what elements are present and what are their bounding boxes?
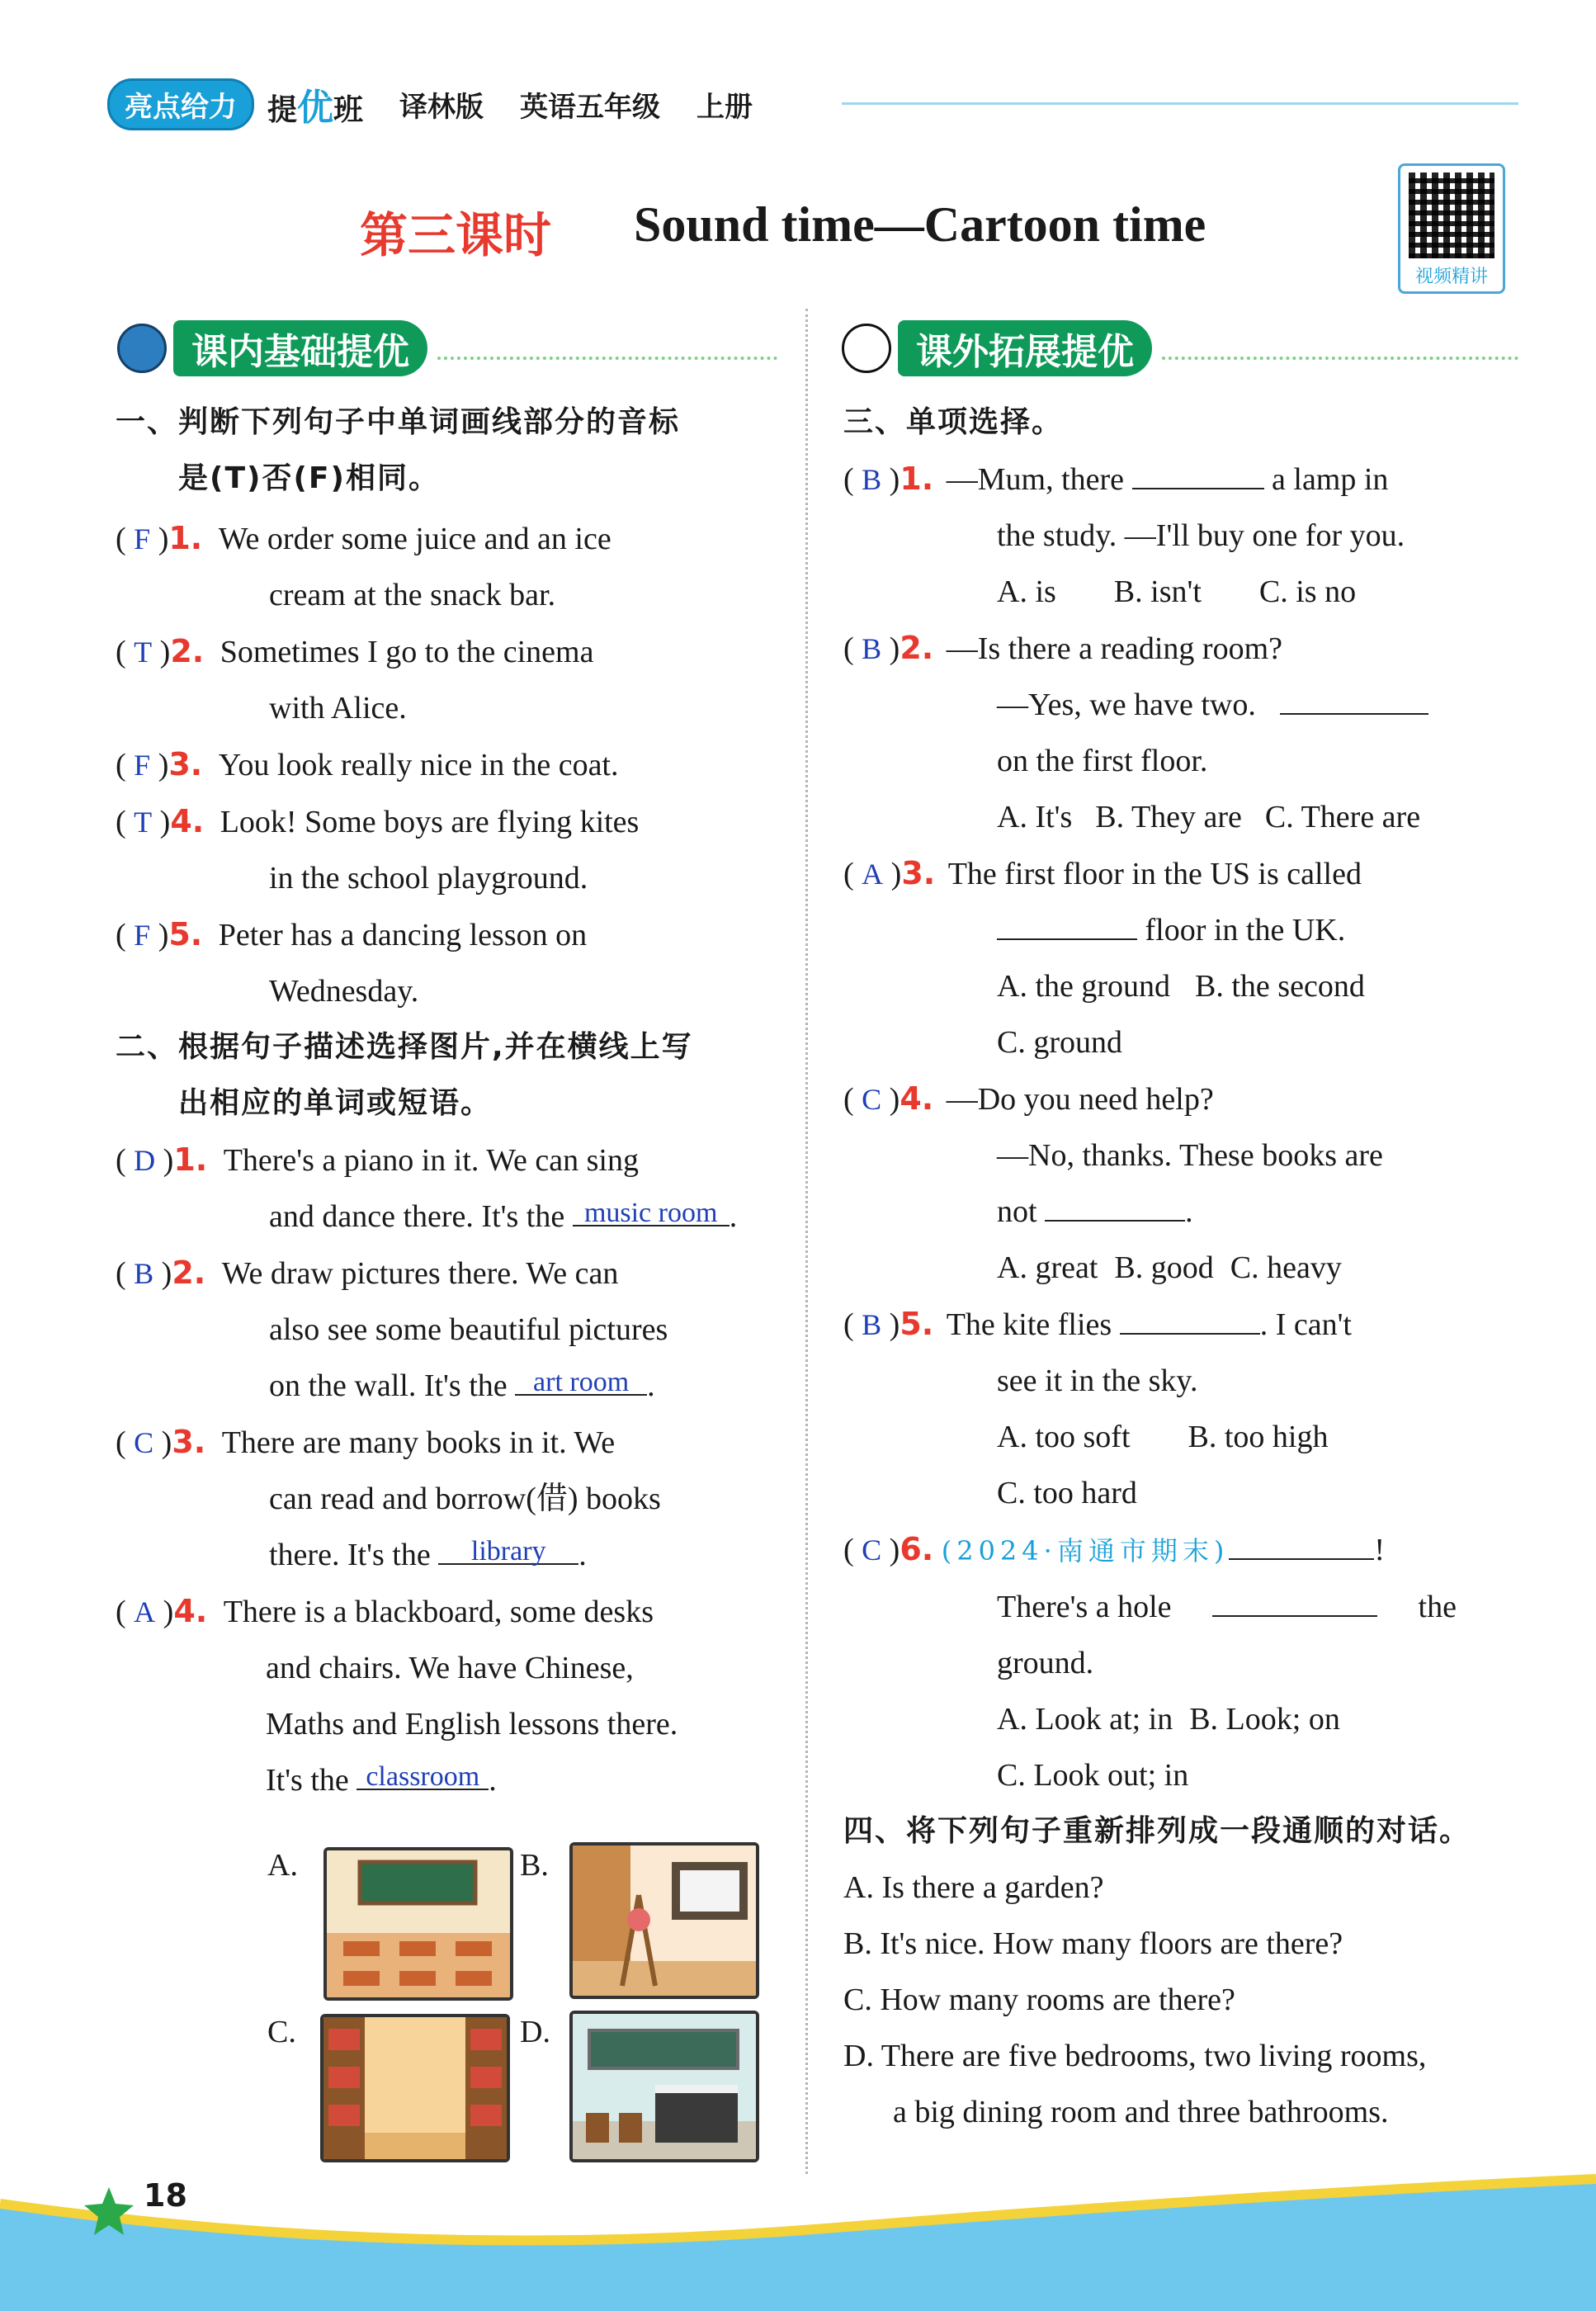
question-1-1: ( F )1. We order some juice and an ice cream at the snack bar. <box>116 520 611 612</box>
right-column <box>843 395 1525 2140</box>
question-3-6: ( C )6. (2024·南通市期末) ! There's a hole the ground. A. Look at; in B. Look; on C. Look out; in <box>843 1521 1525 1803</box>
question-3-2: ( B )2. —Is there a reading room? —Yes, we have two. on the first floor. A. It's B. They are C. There are <box>843 620 1525 845</box>
edition: 译林版 <box>399 90 484 124</box>
pic-label-b: B. <box>520 1848 549 1883</box>
left-column: 一、判断下列句子中单词画线部分的音标 是(T)否(F)相同。 ( F )1. We order some juice and an ice cream at the snack bar. ( T )2. Sometimes I go to the cinema with Alice. ( F )3. You look really nice in the coat. ( T )4. Look! Some boys are flying kites in the school playground. ( F )5. Peter has a dancing lesson on Wednesday. 二、根据句子描述选择图片,并在横线上写 出相应的单词或短语。 ( D )1. There's a piano in it. We can sing and dance there. It's the music room . ( B )2. We draw pictures there. We can also see some beautiful pictures on the wall. It's the art room . ( C )3. There are many books in it. We can read and borrow(借) books there. It's the library . ( A )4. There is a blackboard, some desks and chairs. We have Chinese, Maths and English lessons there. It's the classroom . <box>116 395 784 1808</box>
answer-blank[interactable]: classroom <box>357 1752 489 1790</box>
dialog-line-c: C. How many rooms are there? <box>843 1983 1235 2017</box>
answer-blank[interactable] <box>1045 1184 1185 1222</box>
pic-label-c: C. <box>267 2015 296 2049</box>
volume: 上册 <box>696 90 753 124</box>
mascot-icon <box>117 324 167 373</box>
section-1-title: 一、判断下列句子中单词画线部分的音标 <box>116 405 681 439</box>
section-3-title: 三、单项选择。 <box>843 405 1064 439</box>
answer-blank[interactable]: art room <box>515 1358 647 1396</box>
question-2-1: ( D )1. There's a piano in it. We can sing and dance there. It's the music room . <box>116 1141 738 1234</box>
section-2-title: 二、根据句子描述选择图片,并在横线上写 <box>116 1030 693 1064</box>
pic-label-d: D. <box>520 2015 550 2049</box>
answer-blank[interactable]: music room <box>573 1189 730 1226</box>
pic-label-a: A. <box>267 1848 298 1883</box>
question-1-4: ( T )4. Look! Some boys are flying kites in the school playground. <box>116 803 640 896</box>
source-tag: (2024·南通市期末) <box>941 1535 1230 1567</box>
question-2-4: ( A )4. There is a blackboard, some desks and chairs. We have Chinese, Maths and English lessons there. It's the classroom . <box>116 1593 678 1798</box>
series-name: 提优班 <box>267 87 364 129</box>
answer-blank[interactable] <box>997 902 1137 940</box>
answer-blank[interactable] <box>1120 1297 1260 1335</box>
answer-blank[interactable] <box>1280 677 1428 715</box>
panda-icon <box>842 324 891 373</box>
answer-blank[interactable] <box>1212 1579 1377 1617</box>
dialog-line-d-cont: a big dining room and three bathrooms. <box>893 2095 1389 2129</box>
question-3-5: ( B )5. The kite flies . I can't see it in the sky. A. too soft B. too high C. too hard <box>843 1296 1525 1521</box>
answer-blank[interactable]: library <box>438 1527 578 1565</box>
section-badge-left: 课内基础提优 <box>117 324 777 373</box>
qr-code[interactable] <box>1398 163 1505 294</box>
header-rule <box>842 102 1518 105</box>
question-1-5: ( F )5. Peter has a dancing lesson on Wednesday. <box>116 916 588 1009</box>
dialog-line-d: D. There are five bedrooms, two living rooms, <box>843 2039 1427 2073</box>
footer-wave <box>0 2171 1596 2311</box>
question-3-4: ( C )4. —Do you need help? —No, thanks. These books are not . A. great B. good C. heavy <box>843 1080 1383 1285</box>
answer: F <box>134 522 151 555</box>
lesson-title: Sound time—Cartoon time <box>634 197 1206 252</box>
question-1-3: ( F )3. You look really nice in the coat. <box>116 746 619 782</box>
question-3-3: ( A )3. The first floor in the US is called floor in the UK. A. the ground B. the second C. ground <box>843 855 1365 1060</box>
music-room-picture <box>569 2011 759 2162</box>
dialog-line-b: B. It's nice. How many floors are there? <box>843 1926 1343 1961</box>
dialog-line-a: A. Is there a garden? <box>843 1870 1104 1905</box>
classroom-picture <box>323 1847 513 2001</box>
column-divider <box>805 309 808 2174</box>
art-room-picture <box>569 1842 759 1999</box>
section-4-title: 四、将下列句子重新排列成一段通顺的对话。 <box>843 1814 1471 1848</box>
brand-logo: 亮点给力 <box>107 78 254 130</box>
question-2-2: ( B )2. We draw pictures there. We can also see some beautiful pictures on the wall. It's the art room . <box>116 1255 668 1403</box>
answer-blank[interactable] <box>1229 1522 1374 1560</box>
question-1-2: ( T )2. Sometimes I go to the cinema with Alice. <box>116 633 594 725</box>
lesson-number: 第三课时 <box>360 207 552 263</box>
question-3-1: ( B )1. —Mum, there a lamp in the study. —I'll buy one for you. A. is B. isn't C. is no <box>843 451 1525 620</box>
qr-label: 视频精讲 <box>1414 267 1488 287</box>
subject: 英语五年级 <box>520 90 661 124</box>
section-badge-right: 课外拓展提优 <box>842 324 1518 373</box>
page-number: 18 <box>144 2177 187 2214</box>
library-picture <box>320 2014 510 2162</box>
answer-blank[interactable] <box>1132 451 1264 489</box>
page-header <box>107 81 753 127</box>
question-2-3: ( C )3. There are many books in it. We can read and borrow(借) books there. It's the library . <box>116 1424 661 1572</box>
qr-pattern-icon <box>1409 172 1494 258</box>
